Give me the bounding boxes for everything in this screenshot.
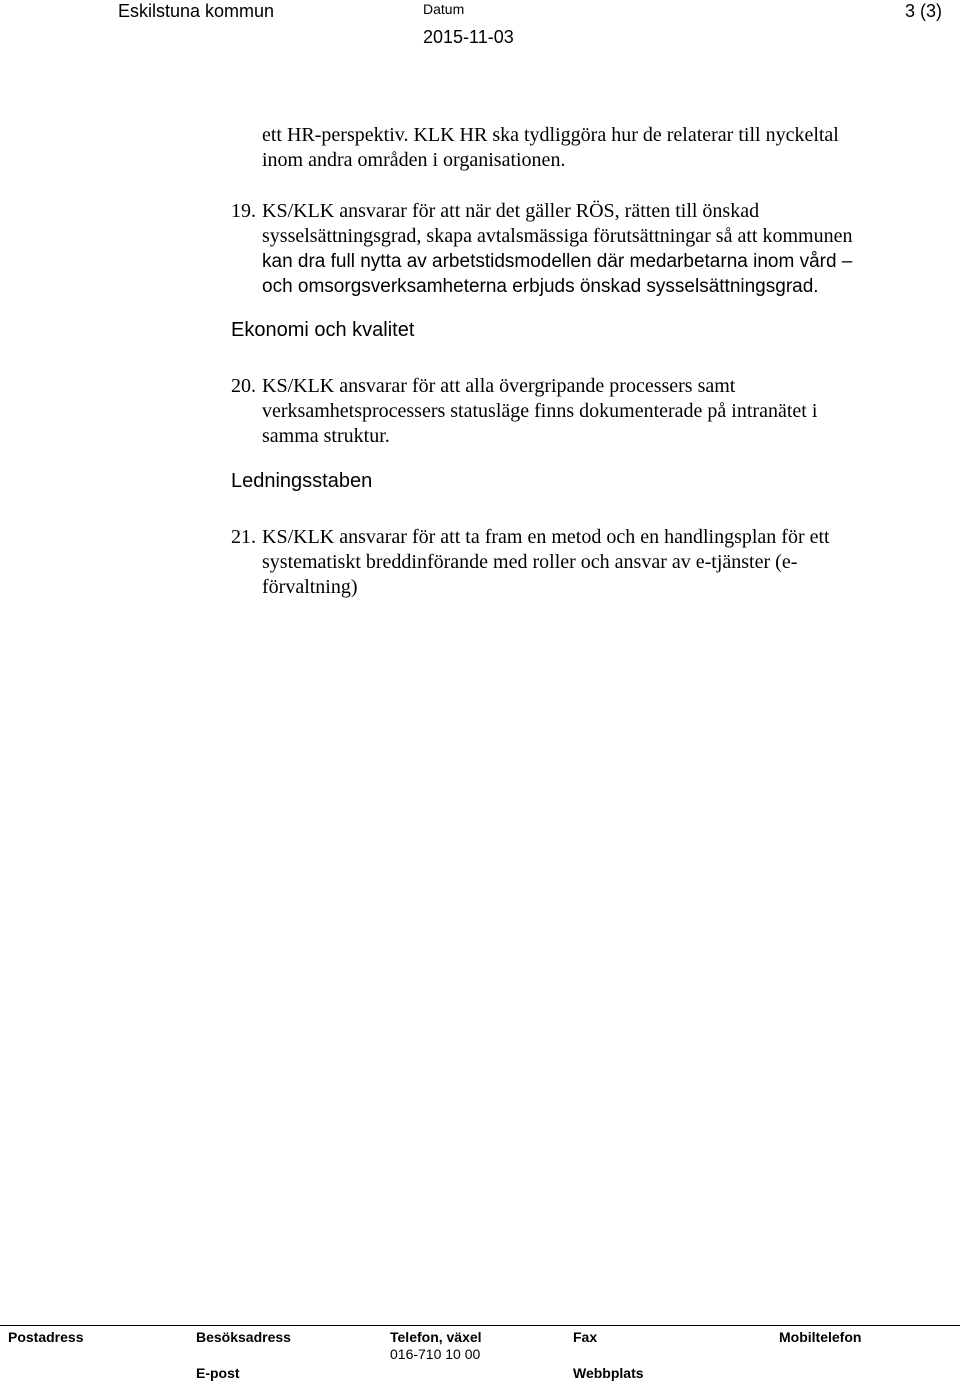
text-line: KS/KLK ansvarar för att alla övergripande processers samt (262, 375, 736, 397)
item-19-text (262, 199, 902, 299)
date-label: Datum (423, 1, 465, 17)
footer-divider (0, 1325, 960, 1326)
text-line: förvaltning) (262, 576, 358, 598)
item-20-text (262, 374, 902, 449)
footer-mobiltelefon-label: Mobiltelefon (779, 1329, 862, 1345)
text-line: samma struktur. (262, 425, 390, 447)
section-heading-ledningsstaben: Ledningsstaben (231, 470, 373, 492)
text-line: sysselsättningsgrad, skapa avtalsmässiga förutsättningar så att kommunen (262, 225, 853, 247)
footer-fax-label: Fax (573, 1329, 598, 1345)
page-number: 3 (3) (904, 1, 942, 21)
footer-epost-label: E-post (196, 1365, 240, 1381)
text-line: ett HR-perspektiv. KLK HR ska tydliggöra hur de relaterar till nyckeltal (262, 124, 839, 146)
text-line: KS/KLK ansvarar för att ta fram en metod och en handlingsplan för ett (262, 526, 830, 548)
text-line: systematiskt breddinförande med roller och ansvar av e-tjänster (e- (262, 551, 798, 573)
footer-telefon-label: Telefon, växel (390, 1329, 482, 1345)
footer-webbplats-label: Webbplats (573, 1365, 644, 1381)
footer-besoksadress-label: Besöksadress (196, 1329, 291, 1345)
text-line: verksamhetsprocessers statusläge finns dokumenterade på intranätet i (262, 400, 818, 422)
item-number-20: 20. (231, 375, 256, 397)
organization-name: Eskilstuna kommun (118, 1, 275, 21)
text-line: kan dra full nytta av arbetstidsmodellen där medarbetarna inom vård – (262, 251, 853, 272)
item-number-19: 19. (231, 200, 256, 222)
document-date: 2015-11-03 (423, 27, 514, 47)
section-heading-ekonomi: Ekonomi och kvalitet (231, 319, 415, 341)
footer-postadress-label: Postadress (8, 1329, 84, 1345)
item-21-text (262, 525, 902, 600)
text-line: KS/KLK ansvarar för att när det gäller RÖS, rätten till önskad (262, 200, 760, 222)
text-line: och omsorgsverksamheterna erbjuds önskad sysselsättningsgrad. (262, 276, 819, 297)
footer-telefon-value: 016-710 10 00 (390, 1346, 481, 1362)
paragraph-18-continuation (262, 123, 902, 173)
item-number-21: 21. (231, 526, 256, 548)
text-line: inom andra områden i organisationen. (262, 149, 566, 171)
